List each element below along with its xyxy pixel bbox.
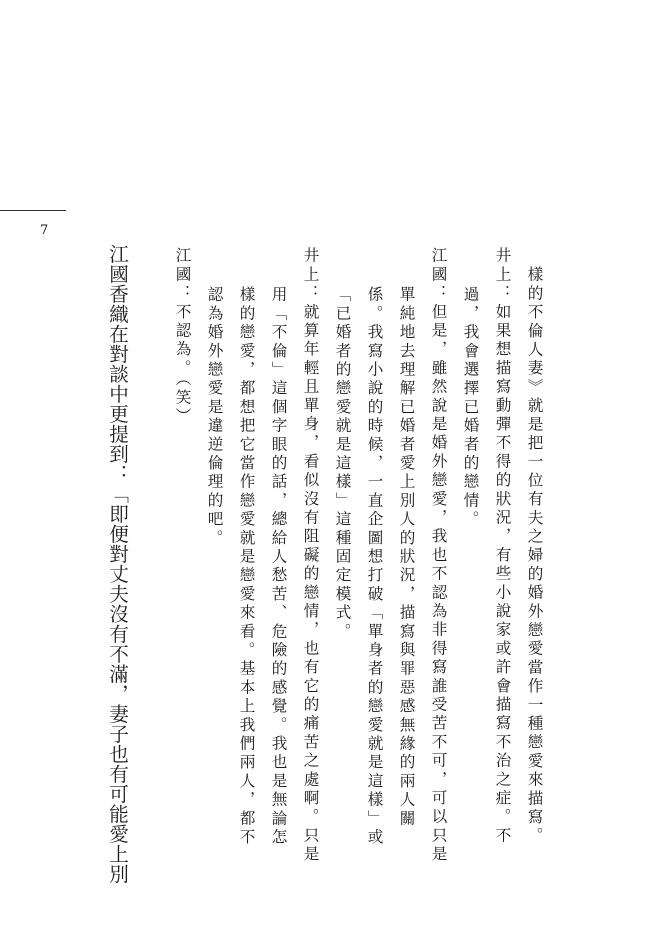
text-column-9: 用「不倫」這個字眼的話，總給人愁苦、危險的感覺。我也是無論怎 xyxy=(269,286,288,847)
header-rule xyxy=(0,210,66,211)
text-column-11: 認為婚外戀愛是違逆倫理的吧。 xyxy=(205,286,224,548)
text-column-5: 單純地去理解已婚者愛上別人的狀況，描寫與罪惡感無緣的兩人關 xyxy=(397,286,416,829)
text-column-3: 過，我會選擇已婚者的戀情。 xyxy=(461,286,480,530)
text-column-2: 井上：如果想描寫動彈不得的狀況，有些小說家或許會描寫不治之症。不 xyxy=(493,247,512,846)
text-column-6: 係。我寫小說的時候，一直企圖想打破「單身者的戀愛就是這樣」或 xyxy=(365,286,384,847)
text-column-13: 江國香織在對談中更提到：「即便對丈夫沒有不滿，妻子也有可能愛上別 xyxy=(105,244,129,884)
text-column-12: 江國：不認為。（笑） xyxy=(173,247,192,427)
page-number: 7 xyxy=(40,223,49,238)
text-column-8: 井上：就算年輕且單身，看似沒有阻礙的戀情，也有它的痛苦之處啊。只是 xyxy=(301,247,320,865)
text-column-10: 樣的戀愛，都想把它當作戀愛就是戀愛來看。基本上我們兩人，都不 xyxy=(237,286,256,847)
text-column-1: 樣的不倫人妻》就是把一位有夫之婦的婚外戀愛當作一種戀愛來描寫。 xyxy=(525,266,544,846)
text-column-4: 江國：但是，雖然說是婚外戀愛，我也不認為非得寫誰受苦不可，可以只是 xyxy=(429,247,448,865)
text-column-7: 「已婚者的戀愛就是這樣」這種固定模式。 xyxy=(333,286,352,642)
